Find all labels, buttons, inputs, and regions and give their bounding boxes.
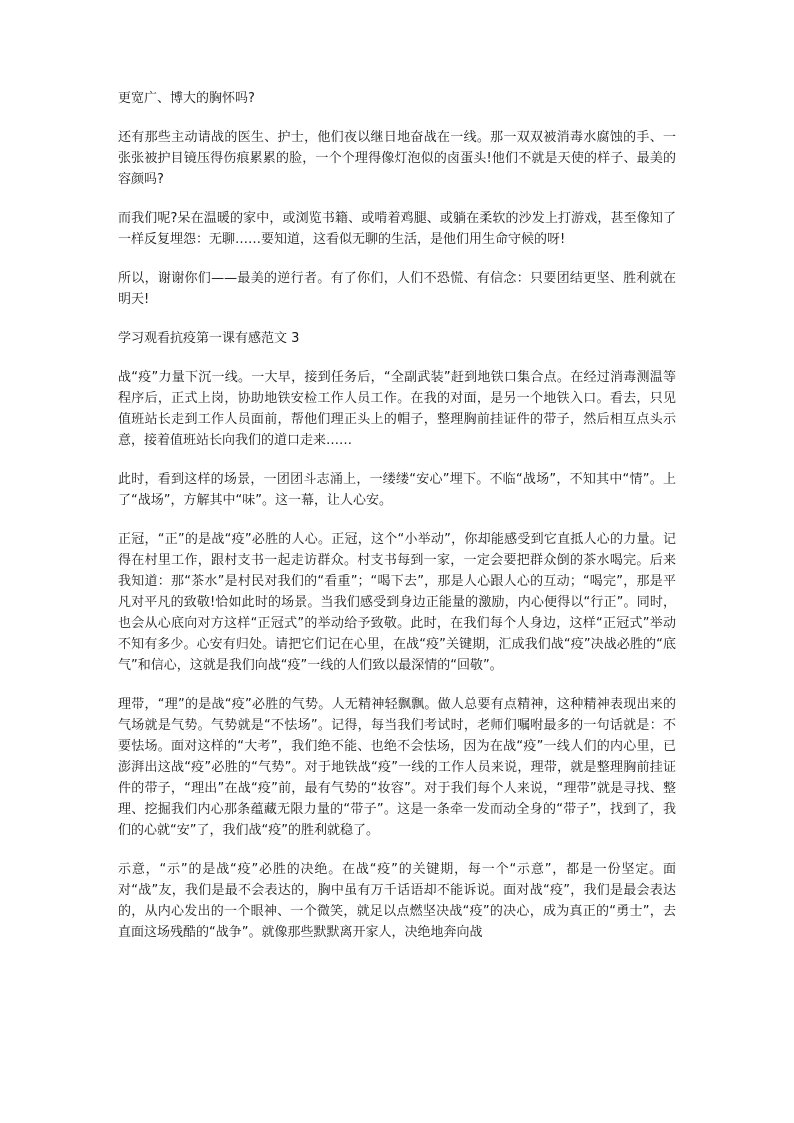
section-paragraph-1: 战“疫”力量下沉一线。一大早，接到任务后，“全副武装”赶到地铁口集合点。在经过消毒测温等程序后，正式上岗，协助地铁安检工作人员工作。在我的对面，是另一个地铁入口。看去，只见值班站长走到工作人员面前，帮他们理正头上的帽子，整理胸前挂证件的带子，然后相互点头示意，接着值班站长向我们的道口走来…… [118, 370, 676, 448]
section-paragraph-3: 正冠，“正”的是战“疫”必胜的人心。正冠，这个“小举动”，你却能感受到它直抵人心的力量。记得在村里工作，跟村支书一起走访群众。村支书每到一家，一定会要把群众倒的茶水喝完。后来我知道：那“茶水”是村民对我们的“看重”；“喝下去”，那是人心跟人心的互动；“喝完”，那是平凡对平凡的致敬!恰如此时的场景。当我们感受到身边正能量的激励，内心便得以“行正”。同时，也会从心底向对方这样“正冠式”的举动给予致敬。此时，在我们每个人身边，这样“正冠式”举动不知有多少。心安有归处。请把它们记在心里，在战“疫”关键期，汇成我们战“疫”决战必胜的“底气”和信心，这就是我们向战“疫”一线的人们致以最深情的“回敬”。 [118, 532, 676, 673]
section-paragraph-4: 理带，“理”的是战“疫”必胜的气势。人无精神轻飘飘。做人总要有点精神，这种精神表现出来的气场就是气势。气势就是“不怯场”。记得，每当我们考试时，老师们嘱咐最多的一句话就是：不要怯场。面对这样的“大考”，我们绝不能、也绝不会怯场，因为在战“疫”一线人们的内心里，已澎湃出这战“疫”必胜的“气势”。对于地铁战“疫”一线的工作人员来说，理带，就是整理胸前挂证件的带子，“理出”在战“疫”前，最有气势的“妆容”。对于我们每个人来说，“理带”就是寻找、整理、挖掘我们内心那条蕴藏无限力量的“带子”。这是一条牵一发而动全身的“带子”，找到了，我们的心就“安”了，我们战“疫”的胜利就稳了。 [118, 697, 676, 838]
section-title: 学习观看抗疫第一课有感范文 3 [118, 331, 300, 346]
paragraph-1: 更宽广、博大的胸怀吗? [118, 91, 255, 106]
paragraph-3: 而我们呢?呆在温暖的家中，或浏览书籍、或啃着鸡腿、或躺在柔软的沙发上打游戏，甚至像知了一样反复埋怨：无聊……要知道，这看似无聊的生活，是他们用生命守候的呀! [118, 211, 676, 247]
document-page [118, 88, 676, 961]
section-paragraph-2: 此时，看到这样的场景，一团团斗志涌上，一缕缕“安心”埋下。不临“战场”，不知其中“情”。上了“战场”，方解其中“味”。这一幕，让人心安。 [118, 472, 676, 508]
section-paragraph-5: 示意，“示”的是战“疫”必胜的决绝。在战“疫”的关键期，每一个“示意”，都是一份坚定。面对“战”友，我们是最不会表达的，胸中虽有万千话语却不能诉说。面对战“疫”，我们是最会表达的，从内心发出的一个眼神、一个微笑，就足以点燃坚决战“疫”的决心，成为真正的“勇士”，去直面这场残酷的“战争”。就像那些默默离开家人，决绝地奔向战 [118, 862, 676, 940]
paragraph-2: 还有那些主动请战的医生、护士，他们夜以继日地奋战在一线。那一双双被消毒水腐蚀的手、一张张被护目镜压得伤痕累累的脸，一个个理得像灯泡似的卤蛋头!他们不就是天使的样子、最美的容颜吗? [118, 130, 676, 187]
paragraph-4: 所以，谢谢你们——最美的逆行者。有了你们，人们不恐慌、有信念：只要团结更坚、胜利就在明天! [118, 271, 676, 307]
